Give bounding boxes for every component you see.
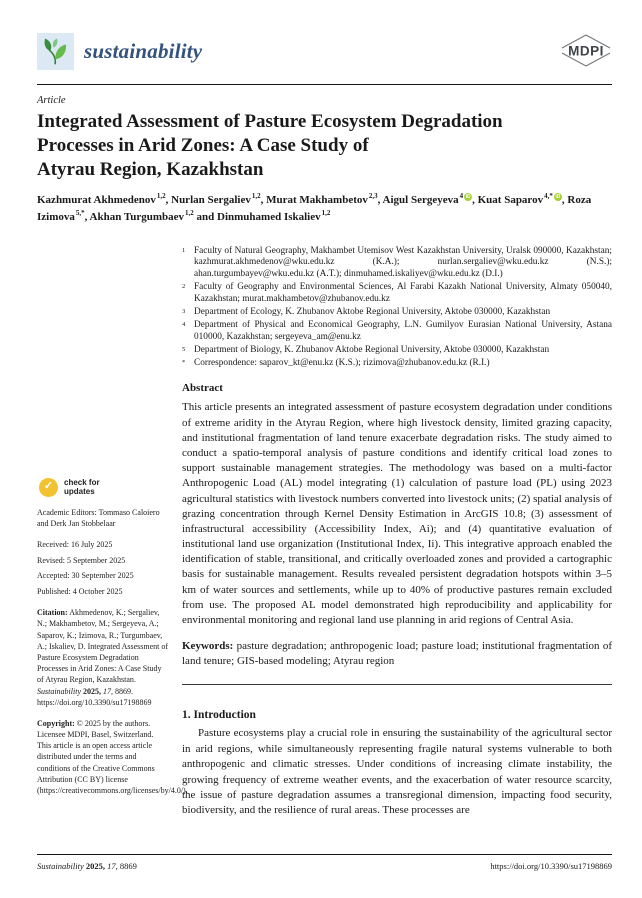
footer-journal: Sustainability <box>37 861 84 871</box>
affiliation-sup: * <box>182 358 186 366</box>
author <box>266 194 382 206</box>
author-separator: and <box>193 211 218 224</box>
affiliation-sup: 1 <box>182 246 186 254</box>
footer-doi-link[interactable]: https://doi.org/10.3390/su17198869 <box>490 861 612 871</box>
main-column <box>182 246 612 819</box>
author-list <box>37 191 612 225</box>
footer-citation <box>37 861 137 871</box>
author-separator: , <box>165 193 172 206</box>
affiliation-sup: 5 <box>182 345 186 353</box>
journal-logo-box <box>37 33 74 70</box>
abstract-heading: Abstract <box>182 382 223 395</box>
keywords-block <box>182 639 612 669</box>
history-date-label: Received: <box>37 539 69 549</box>
journal-logo-plant-icon <box>41 36 71 66</box>
citation-volume: 17, <box>103 686 113 696</box>
author-affiliation-sup: 1,2 <box>156 192 166 201</box>
history-date-label: Accepted: <box>37 571 70 581</box>
author-affiliation-sup: 1,2 <box>321 209 331 218</box>
author-separator: , <box>260 193 267 206</box>
article-type-label: Article <box>37 95 66 106</box>
history-date-value: 16 July 2025 <box>70 539 113 549</box>
author-affiliation-sup: 2,3 <box>368 192 378 201</box>
history-date-row <box>37 539 168 550</box>
affiliation-text: Department of Ecology, K. Zhubanov Aktobe Regional University, Aktobe 030000, Kazakhstan <box>194 307 551 318</box>
author-name: Kuat Saparov <box>477 193 544 206</box>
badge-line2: updates <box>64 487 95 497</box>
author-name: Akhan Turgumbaev <box>89 211 185 224</box>
two-column-body <box>37 246 612 819</box>
copyright-text: © 2025 by the authors. Licensee MDPI, Basel, Switzerland. This article is an open access article distributed under the terms and conditions of the Creative Commons Attribution (CC BY) license (https://creativecommons.org/licenses/by/4.0/). <box>37 718 188 795</box>
history-date-row <box>37 586 168 597</box>
author-separator: , <box>561 193 568 206</box>
footer-year: 2025, <box>85 861 105 871</box>
affiliation-text: Department of Physical and Economical Geography, L.N. Gumilyov Eurasian National University, Astana 010000, Kazakhstan; sergeyeva_am@enu.kz <box>194 319 612 342</box>
copyright-block <box>37 718 188 796</box>
author <box>217 211 330 223</box>
title-line: Integrated Assessment of Pasture Ecosystem Degradation <box>37 111 503 132</box>
affiliation-sup: 2 <box>182 283 186 291</box>
mdpi-logo-text: MDPI <box>568 43 604 59</box>
author-separator: , <box>377 193 383 206</box>
author-name: Nurlan Sergaliev <box>171 193 251 206</box>
history-date-value: 30 September 2025 <box>71 571 134 581</box>
author-separator: , <box>472 193 478 206</box>
affiliation-text: Faculty of Geography and Environmental Sciences, Al Farabi Kazakh National University, Almaty 050040, Kazakhstan; murat.makhambetov@zhubanov.edu.kz <box>194 282 612 305</box>
abstract-text: This article presents an integrated assessment of pasture ecosystem degradation under conditions of extreme aridity in the Atyrau Region, where high livestock density, limited grazing capacity, and institutional fragmentation of land tenure exacerbate degradation risks. The study aimed to conduct a spatio-temporal analysis of pasture conditions and identify critical load zones to support sustainable management strategies. The methodology was based on a multi-factor Anthropogenic Load (AL) model integrating (1) calculation of pasture load (PL) using 2023 agricultural statistics with livestock numbers converted into livestock units; (2) spatial analysis of grazing concentration through Kernel Density Estimation in ArcGIS 10.8; (3) assessment of infrastructural accessibility (Accessibility Index, Ai); and (4) quantitative evaluation of institutional land use organization (Institutional Index, Ii). This integrative approach enabled the identification of stable, transitional, and critically overloaded zones and provided a cartographic basis for sustainable management. Results revealed persistent degradation hotspots within 3–5 km of water sources and settlements, while up to 40% of productive pastures remain excluded from use. The proposed AL model demonstrated high reproducibility and applicability for environmental monitoring and regional land use planning in arid regions of Central Asia. <box>182 401 612 626</box>
affiliation <box>182 282 612 306</box>
header-divider <box>37 84 612 85</box>
check-for-updates-badge[interactable] <box>39 478 168 497</box>
affiliation-list <box>182 246 612 370</box>
keywords-label: Keywords: <box>182 640 234 653</box>
affiliation <box>182 320 612 344</box>
author-affiliation-sup: 1,2 <box>185 209 194 218</box>
title-line: Atyrau Region, Kazakhstan <box>37 158 264 180</box>
affiliation <box>182 345 612 357</box>
introduction-text: Pasture ecosystems play a crucial role in ensuring the sustainability of the agricultural sector in arid regions, while simultaneously representing fragile natural systems vulnerable to both anthropogenic and climatic stresses. Under conditions of increasing climate instability, the growing frequency of extreme weather events, and the exacerbation of water resource scarcity, the issue of pasture degradation assumes a transregional dimension, impacting food security, biodiversity, and the resilience of rural areas. These processes are <box>182 727 612 817</box>
citation-pages: 8869. <box>115 686 133 696</box>
author-affiliation-sup: 5,* <box>75 209 85 218</box>
history-date-row <box>37 570 168 581</box>
title-line: Processes in Arid Zones: A Case Study of <box>37 134 369 156</box>
author-name: Roza Izimova <box>37 193 592 224</box>
citation-doi-link[interactable]: https://doi.org/10.3390/su17198869 <box>37 697 152 707</box>
history-dates <box>37 539 168 597</box>
copyright-label: Copyright: <box>37 718 75 728</box>
affiliation-sup: 3 <box>182 308 186 316</box>
author-affiliation-sup: 1,2 <box>251 192 261 201</box>
history-date-label: Published: <box>37 587 71 596</box>
academic-editors: Academic Editors: Tommaso Caloiero and Derk Jan Stobbelaar <box>37 507 160 528</box>
badge-line1: check for <box>64 477 100 487</box>
keywords-text: pasture degradation; anthropogenic load; pasture load; institutional fragmentation of land tenure; GIS-based modeling; Atyrau region <box>182 640 612 668</box>
mdpi-logo <box>560 33 612 69</box>
check-for-updates-label <box>64 478 100 496</box>
introduction-heading: 1. Introduction <box>182 709 256 722</box>
citation-label: Citation: <box>37 608 68 618</box>
author <box>171 194 266 206</box>
author-name: Dinmuhamed Iskaliev <box>217 211 321 224</box>
author-separator: , <box>84 211 90 224</box>
affiliation-sup: 4 <box>182 320 186 328</box>
journal-name: sustainability <box>84 38 203 63</box>
author <box>90 211 217 223</box>
page-footer <box>37 861 612 871</box>
author <box>37 194 171 206</box>
footer-pages: 8869 <box>119 861 137 871</box>
author-affiliation-sup: 4 <box>459 192 464 201</box>
author-affiliation-sup: 4,* <box>544 192 553 201</box>
keywords-divider <box>182 684 612 685</box>
history-date-row <box>37 555 168 566</box>
citation-text: Akhmedenov, K.; Sergaliev, N.; Makhambetov, M.; Sergeyeva, A.; Saparov, K.; Izimova, R.; Turgumbaev, A.; Iskaliev, D. Integrated Assessment of Pasture Ecosystem Degradation Processes in Arid Zones: A Case Study of Atyrau Region, Kazakhstan. <box>37 608 169 685</box>
author-name: Murat Makhambetov <box>266 193 368 206</box>
footer-volume: 17, <box>107 861 118 871</box>
orcid-icon[interactable]: iD <box>555 194 561 201</box>
meta-sidebar <box>37 477 188 819</box>
author-name: Aigul Sergeyeva <box>382 193 459 206</box>
affiliation-text: Department of Biology, K. Zhubanov Aktobe Regional University, Aktobe 030000, Kazakhstan <box>194 344 550 355</box>
history-date-value: 5 September 2025 <box>67 555 126 565</box>
citation-journal: Sustainability <box>37 686 81 696</box>
affiliation-text: Correspondence: saparov_kt@enu.kz (K.S.); rizimova@zhubanov.edu.kz (R.I.) <box>194 357 490 368</box>
affiliation <box>182 358 612 370</box>
journal-brand <box>37 33 202 70</box>
citation-year: 2025, <box>83 686 101 696</box>
history-date-value: 4 October 2025 <box>72 587 123 596</box>
page-header <box>37 0 612 72</box>
author <box>383 194 478 206</box>
check-icon: ✓ <box>39 478 58 497</box>
history-date-label: Revised: <box>37 555 65 565</box>
author <box>478 194 568 206</box>
affiliation <box>182 307 612 319</box>
affiliation-text: Faculty of Natural Geography, Makhambet Utemisov West Kazakhstan University, Uralsk 090000, Kazakhstan; kazhmurat.akhmedenov@wku.edu.kz (K.A.); nurlan.sergaliev@wku.edu.kz (N.S.); ahan.turgumbayev@wku.edu.kz (A.T.); dinmuhamed.iskaliyev@wku.edu.kz (D.I.) <box>194 245 612 280</box>
page-title <box>37 110 612 181</box>
orcid-icon[interactable]: iD <box>465 194 471 201</box>
affiliation <box>182 246 612 282</box>
citation-block <box>37 607 168 708</box>
footer-divider <box>37 854 612 855</box>
author-name: Kazhmurat Akhmedenov <box>37 193 156 206</box>
